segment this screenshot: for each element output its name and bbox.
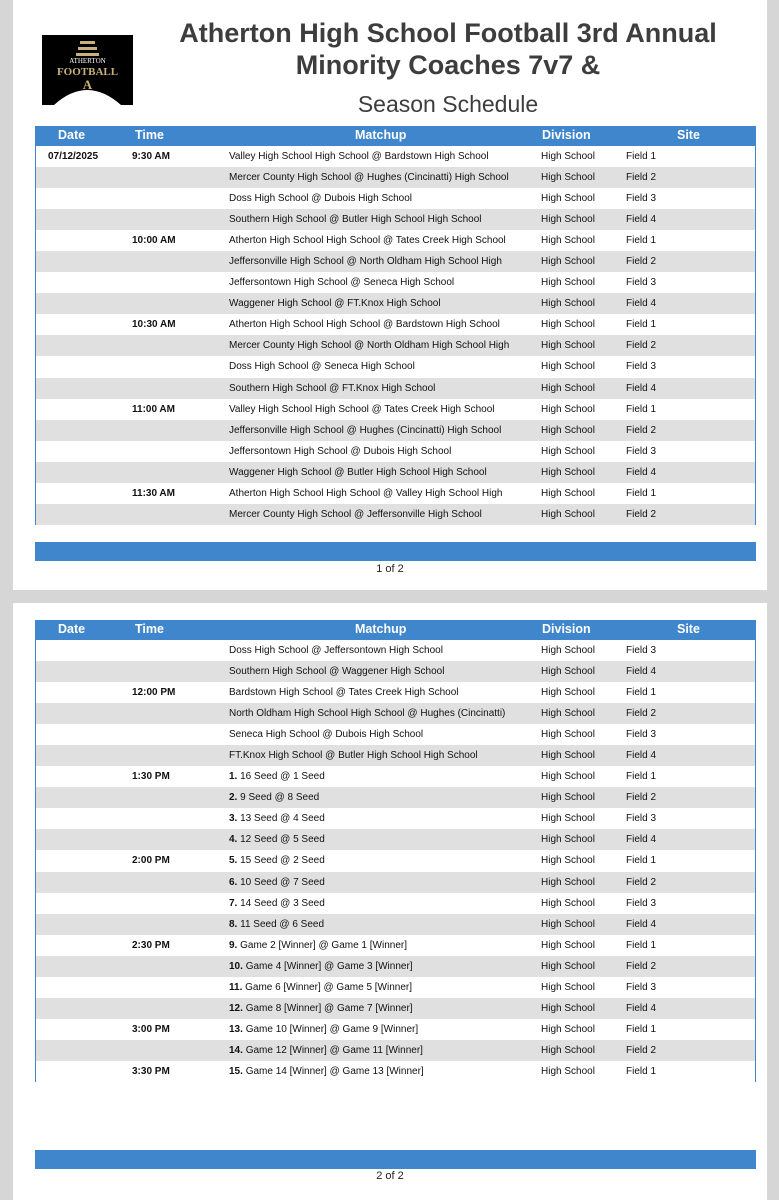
page-number: 2 of 2 xyxy=(376,1170,404,1182)
matchup-text: Doss High School @ Seneca High School xyxy=(229,361,415,373)
time-cell: 2:00 PM xyxy=(132,855,170,867)
game-number: 8. xyxy=(229,918,238,930)
matchup-text: 15 Seed @ 2 Seed xyxy=(240,855,325,867)
matchup-text: Atherton High School High School @ Bardstown High School xyxy=(229,319,500,331)
matchup-cell xyxy=(229,687,459,698)
table-row xyxy=(36,872,755,893)
site-cell: Field 2 xyxy=(626,960,657,972)
matchup-cell xyxy=(229,792,319,803)
game-number: 12. xyxy=(229,1002,243,1014)
division-cell: High School xyxy=(541,487,595,499)
matchup-cell xyxy=(229,256,502,267)
matchup-text: Doss High School @ Dubois High School xyxy=(229,193,413,205)
table-row xyxy=(36,399,755,420)
matchup-text: Atherton High School High School @ Valley High School High xyxy=(229,487,503,499)
matchup-text: FT.Knox High School @ Butler High School High School xyxy=(229,750,478,762)
site-cell: Field 3 xyxy=(626,277,657,289)
matchup-cell xyxy=(229,425,501,436)
matchup-cell xyxy=(229,214,482,225)
time-cell: 1:30 PM xyxy=(132,771,170,783)
table-row xyxy=(36,998,755,1019)
table-row xyxy=(36,293,755,314)
division-cell: High School xyxy=(541,960,595,972)
matchup-cell xyxy=(229,1045,423,1056)
table-row xyxy=(36,483,755,504)
table-row xyxy=(36,914,755,935)
matchup-text: 9 Seed @ 8 Seed xyxy=(240,792,320,804)
header-site: Site xyxy=(677,128,700,142)
schedule-table-body xyxy=(35,640,756,1082)
matchup-text: Game 10 [Winner] @ Game 9 [Winner] xyxy=(245,1023,419,1035)
site-cell: Field 2 xyxy=(626,340,657,352)
division-cell: High School xyxy=(541,687,595,699)
site-cell: Field 1 xyxy=(626,487,657,499)
svg-text:ATHERTON: ATHERTON xyxy=(69,57,106,65)
site-cell: Field 2 xyxy=(626,708,657,720)
matchup-cell xyxy=(229,855,325,866)
table-row xyxy=(36,356,755,377)
site-cell: Field 3 xyxy=(626,361,657,373)
division-cell: High School xyxy=(541,729,595,741)
subtitle: Season Schedule xyxy=(357,91,539,117)
matchup-text: Waggener High School @ Butler High School High School xyxy=(229,466,487,478)
table-row xyxy=(36,956,755,977)
table-row xyxy=(36,977,755,998)
matchup-text: 11 Seed @ 6 Seed xyxy=(240,918,325,930)
header-matchup: Matchup xyxy=(355,622,407,636)
game-number: 10. xyxy=(229,960,243,972)
matchup-cell xyxy=(229,509,482,520)
division-cell: High School xyxy=(541,340,595,352)
time-cell: 10:30 AM xyxy=(132,319,176,331)
game-number: 2. xyxy=(229,792,238,804)
time-cell: 9:30 AM xyxy=(132,151,170,162)
site-cell: Field 3 xyxy=(626,193,657,205)
table-row xyxy=(36,703,755,724)
matchup-text: 14 Seed @ 3 Seed xyxy=(240,897,325,909)
site-cell: Field 1 xyxy=(626,319,657,331)
site-cell: Field 1 xyxy=(626,855,657,867)
table-row xyxy=(36,766,755,787)
header-division: Division xyxy=(542,622,591,636)
division-cell: High School xyxy=(541,151,595,162)
matchup-text: Game 12 [Winner] @ Game 11 [Winner] xyxy=(245,1044,423,1056)
matchup-cell xyxy=(229,729,423,740)
matchup-text: Game 2 [Winner] @ Game 1 [Winner] xyxy=(240,939,407,951)
division-cell: High School xyxy=(541,193,595,205)
table-row xyxy=(36,378,755,399)
matchup-text: 13 Seed @ 4 Seed xyxy=(240,813,325,825)
table-row xyxy=(36,1061,755,1082)
table-row xyxy=(36,504,755,525)
matchup-text: 16 Seed @ 1 Seed xyxy=(240,771,325,783)
matchup-text: Valley High School High School @ Tates Creek High School xyxy=(229,403,495,415)
site-cell: Field 1 xyxy=(626,403,657,415)
matchup-text: Game 4 [Winner] @ Game 3 [Winner] xyxy=(245,960,413,972)
matchup-cell xyxy=(229,982,412,993)
matchup-cell xyxy=(229,361,415,372)
matchup-cell xyxy=(229,1003,413,1014)
matchup-cell xyxy=(229,1024,418,1035)
date-cell: 07/12/2025 xyxy=(48,151,99,162)
site-cell: Field 1 xyxy=(626,151,657,162)
site-cell: Field 1 xyxy=(626,235,657,247)
game-number: 5. xyxy=(229,855,238,867)
time-cell: 3:30 PM xyxy=(132,1065,170,1077)
title-line-2: Minority Coaches 7v7 & xyxy=(295,50,601,80)
matchup-cell xyxy=(229,771,325,782)
division-cell: High School xyxy=(541,319,595,331)
site-cell: Field 3 xyxy=(626,813,657,825)
matchup-cell xyxy=(229,151,489,162)
matchup-text: North Oldham High School High School @ Hughes (Cincinatti) xyxy=(229,708,506,720)
matchup-cell xyxy=(229,193,412,204)
header-time: Time xyxy=(135,128,164,142)
site-cell: Field 1 xyxy=(626,771,657,783)
division-cell: High School xyxy=(541,403,595,415)
matchup-cell xyxy=(229,446,451,457)
division-cell: High School xyxy=(541,508,595,520)
table-row xyxy=(36,146,755,167)
site-cell: Field 2 xyxy=(626,1044,657,1056)
header-matchup: Matchup xyxy=(355,128,407,142)
site-cell: Field 2 xyxy=(626,876,657,888)
matchup-cell xyxy=(229,488,502,499)
svg-text:A: A xyxy=(82,77,93,92)
header-site: Site xyxy=(677,622,700,636)
site-cell: Field 4 xyxy=(626,666,657,678)
matchup-cell xyxy=(229,383,435,394)
site-cell: Field 4 xyxy=(626,750,657,762)
game-number: 3. xyxy=(229,813,238,825)
matchup-text: Mercer County High School @ Hughes (Cincinatti) High School xyxy=(229,172,509,184)
division-cell: High School xyxy=(541,466,595,478)
division-cell: High School xyxy=(541,424,595,436)
table-row xyxy=(36,682,755,703)
matchup-cell xyxy=(229,813,325,824)
game-number: 7. xyxy=(229,897,238,909)
site-cell: Field 3 xyxy=(626,645,657,656)
matchup-cell xyxy=(229,340,509,351)
matchup-text: Atherton High School High School @ Tates Creek High School xyxy=(229,235,506,247)
header-time: Time xyxy=(135,622,164,636)
table-row xyxy=(36,1040,755,1061)
division-cell: High School xyxy=(541,876,595,888)
site-cell: Field 1 xyxy=(626,1023,657,1035)
matchup-cell xyxy=(229,319,500,330)
table-header xyxy=(35,620,756,640)
division-cell: High School xyxy=(541,666,595,678)
matchup-text: Southern High School @ Waggener High School xyxy=(229,666,445,678)
site-cell: Field 3 xyxy=(626,729,657,741)
matchup-cell xyxy=(229,961,413,972)
site-cell: Field 2 xyxy=(626,172,657,184)
table-row xyxy=(36,462,755,483)
matchup-text: Jeffersontown High School @ Seneca High School xyxy=(229,277,455,289)
table-row xyxy=(36,893,755,914)
matchup-cell xyxy=(229,940,407,951)
site-cell: Field 3 xyxy=(626,445,657,457)
game-number: 15. xyxy=(229,1065,243,1077)
time-cell: 10:00 AM xyxy=(132,235,176,247)
table-row xyxy=(36,230,755,251)
matchup-text: Bardstown High School @ Tates Creek High School xyxy=(229,687,459,699)
game-number: 1. xyxy=(229,771,238,783)
table-row xyxy=(36,787,755,808)
table-row xyxy=(36,850,755,871)
site-cell: Field 2 xyxy=(626,256,657,268)
site-cell: Field 1 xyxy=(626,687,657,699)
time-cell: 3:00 PM xyxy=(132,1023,170,1035)
time-cell: 12:00 PM xyxy=(132,687,176,699)
schedule-table-body xyxy=(35,146,756,525)
table-row xyxy=(36,167,755,188)
matchup-cell xyxy=(229,298,441,309)
game-number: 11. xyxy=(229,981,243,993)
site-cell: Field 3 xyxy=(626,981,657,993)
division-cell: High School xyxy=(541,771,595,783)
table-row xyxy=(36,251,755,272)
page-number: 1 of 2 xyxy=(376,563,404,575)
table-row xyxy=(36,829,755,850)
site-cell: Field 4 xyxy=(626,298,657,310)
division-cell: High School xyxy=(541,361,595,373)
site-cell: Field 4 xyxy=(626,466,657,478)
game-number: 4. xyxy=(229,834,238,846)
matchup-cell xyxy=(229,708,505,719)
division-cell: High School xyxy=(541,256,595,268)
site-cell: Field 1 xyxy=(626,939,657,951)
game-number: 9. xyxy=(229,939,238,951)
matchup-cell xyxy=(229,834,325,845)
division-cell: High School xyxy=(541,708,595,720)
matchup-text: Game 8 [Winner] @ Game 7 [Winner] xyxy=(245,1002,413,1014)
division-cell: High School xyxy=(541,1065,595,1077)
division-cell: High School xyxy=(541,214,595,226)
table-row xyxy=(36,808,755,829)
site-cell: Field 2 xyxy=(626,508,657,520)
division-cell: High School xyxy=(541,813,595,825)
matchup-text: 10 Seed @ 7 Seed xyxy=(240,876,325,888)
division-cell: High School xyxy=(541,918,595,930)
game-number: 13. xyxy=(229,1023,243,1035)
division-cell: High School xyxy=(541,897,595,909)
game-number: 6. xyxy=(229,876,238,888)
matchup-text: 12 Seed @ 5 Seed xyxy=(240,834,325,846)
time-cell: 11:00 AM xyxy=(132,403,175,415)
division-cell: High School xyxy=(541,750,595,762)
site-cell: Field 2 xyxy=(626,792,657,804)
site-cell: Field 4 xyxy=(626,918,657,930)
site-cell: Field 2 xyxy=(626,424,657,436)
table-row xyxy=(36,724,755,745)
header-date: Date xyxy=(58,622,86,636)
time-cell: 2:30 PM xyxy=(132,939,170,951)
matchup-text: Mercer County High School @ Jeffersonville High School xyxy=(229,508,482,520)
division-cell: High School xyxy=(541,382,595,394)
division-cell: High School xyxy=(541,981,595,993)
site-cell: Field 4 xyxy=(626,382,657,394)
matchup-text: Jeffersonville High School @ Hughes (Cincinatti) High School xyxy=(229,424,502,436)
matchup-text: Game 14 [Winner] @ Game 13 [Winner] xyxy=(245,1065,424,1077)
matchup-cell xyxy=(229,235,506,246)
table-row xyxy=(36,314,755,335)
matchup-cell xyxy=(229,750,478,761)
site-cell: Field 1 xyxy=(626,1065,657,1077)
matchup-text: Mercer County High School @ North Oldham High School High xyxy=(229,340,510,352)
matchup-text: Southern High School @ Butler High School High School xyxy=(229,214,482,226)
site-cell: Field 4 xyxy=(626,834,657,846)
matchup-text: Southern High School @ FT.Knox High School xyxy=(229,382,436,394)
division-cell: High School xyxy=(541,1044,595,1056)
division-cell: High School xyxy=(541,1023,595,1035)
matchup-cell xyxy=(229,277,454,288)
atherton-football-logo xyxy=(42,35,133,105)
matchup-text: Jeffersontown High School @ Dubois High School xyxy=(229,445,452,457)
division-cell: High School xyxy=(541,445,595,457)
matchup-text: Seneca High School @ Dubois High School xyxy=(229,729,424,741)
table-row xyxy=(36,335,755,356)
matchup-text: Game 6 [Winner] @ Game 5 [Winner] xyxy=(245,981,413,993)
schedule-page-2 xyxy=(13,603,767,1200)
division-cell: High School xyxy=(541,939,595,951)
matchup-cell xyxy=(229,172,509,183)
table-row xyxy=(36,420,755,441)
division-cell: High School xyxy=(541,834,595,846)
site-cell: Field 4 xyxy=(626,214,657,226)
division-cell: High School xyxy=(541,277,595,289)
table-row xyxy=(36,188,755,209)
matchup-cell xyxy=(229,645,443,656)
matchup-cell xyxy=(229,1066,424,1077)
matchup-cell xyxy=(229,404,494,415)
table-row xyxy=(36,441,755,462)
division-cell: High School xyxy=(541,1002,595,1014)
matchup-cell xyxy=(229,919,324,930)
table-row xyxy=(36,935,755,956)
game-number: 14. xyxy=(229,1044,243,1056)
division-cell: High School xyxy=(541,792,595,804)
header-division: Division xyxy=(542,128,591,142)
table-row xyxy=(36,209,755,230)
table-row xyxy=(36,661,755,682)
table-row xyxy=(36,640,755,661)
time-cell: 11:30 AM xyxy=(132,487,175,499)
footer-bar xyxy=(35,542,756,561)
matchup-text: Doss High School @ Jeffersontown High School xyxy=(229,645,443,656)
division-cell: High School xyxy=(541,298,595,310)
matchup-cell xyxy=(229,467,487,478)
table-row xyxy=(36,745,755,766)
table-row xyxy=(36,1019,755,1040)
matchup-cell xyxy=(229,898,325,909)
division-cell: High School xyxy=(541,172,595,184)
matchup-text: Jeffersonville High School @ North Oldham High School High xyxy=(229,256,502,268)
division-cell: High School xyxy=(541,855,595,867)
matchup-text: Valley High School High School @ Bardstown High School xyxy=(229,151,489,162)
svg-text:FOOTBALL: FOOTBALL xyxy=(56,66,119,78)
matchup-cell xyxy=(229,877,325,888)
site-cell: Field 4 xyxy=(626,1002,657,1014)
table-row xyxy=(36,272,755,293)
division-cell: High School xyxy=(541,235,595,247)
header-date: Date xyxy=(58,128,86,142)
schedule-page-1 xyxy=(13,0,767,590)
matchup-text: Waggener High School @ FT.Knox High School xyxy=(229,298,441,310)
title-line-1: Atherton High School Football 3rd Annual xyxy=(179,18,717,48)
site-cell: Field 3 xyxy=(626,897,657,909)
matchup-cell xyxy=(229,666,444,677)
table-header xyxy=(35,126,756,146)
division-cell: High School xyxy=(541,645,595,656)
footer-bar xyxy=(35,1150,756,1169)
